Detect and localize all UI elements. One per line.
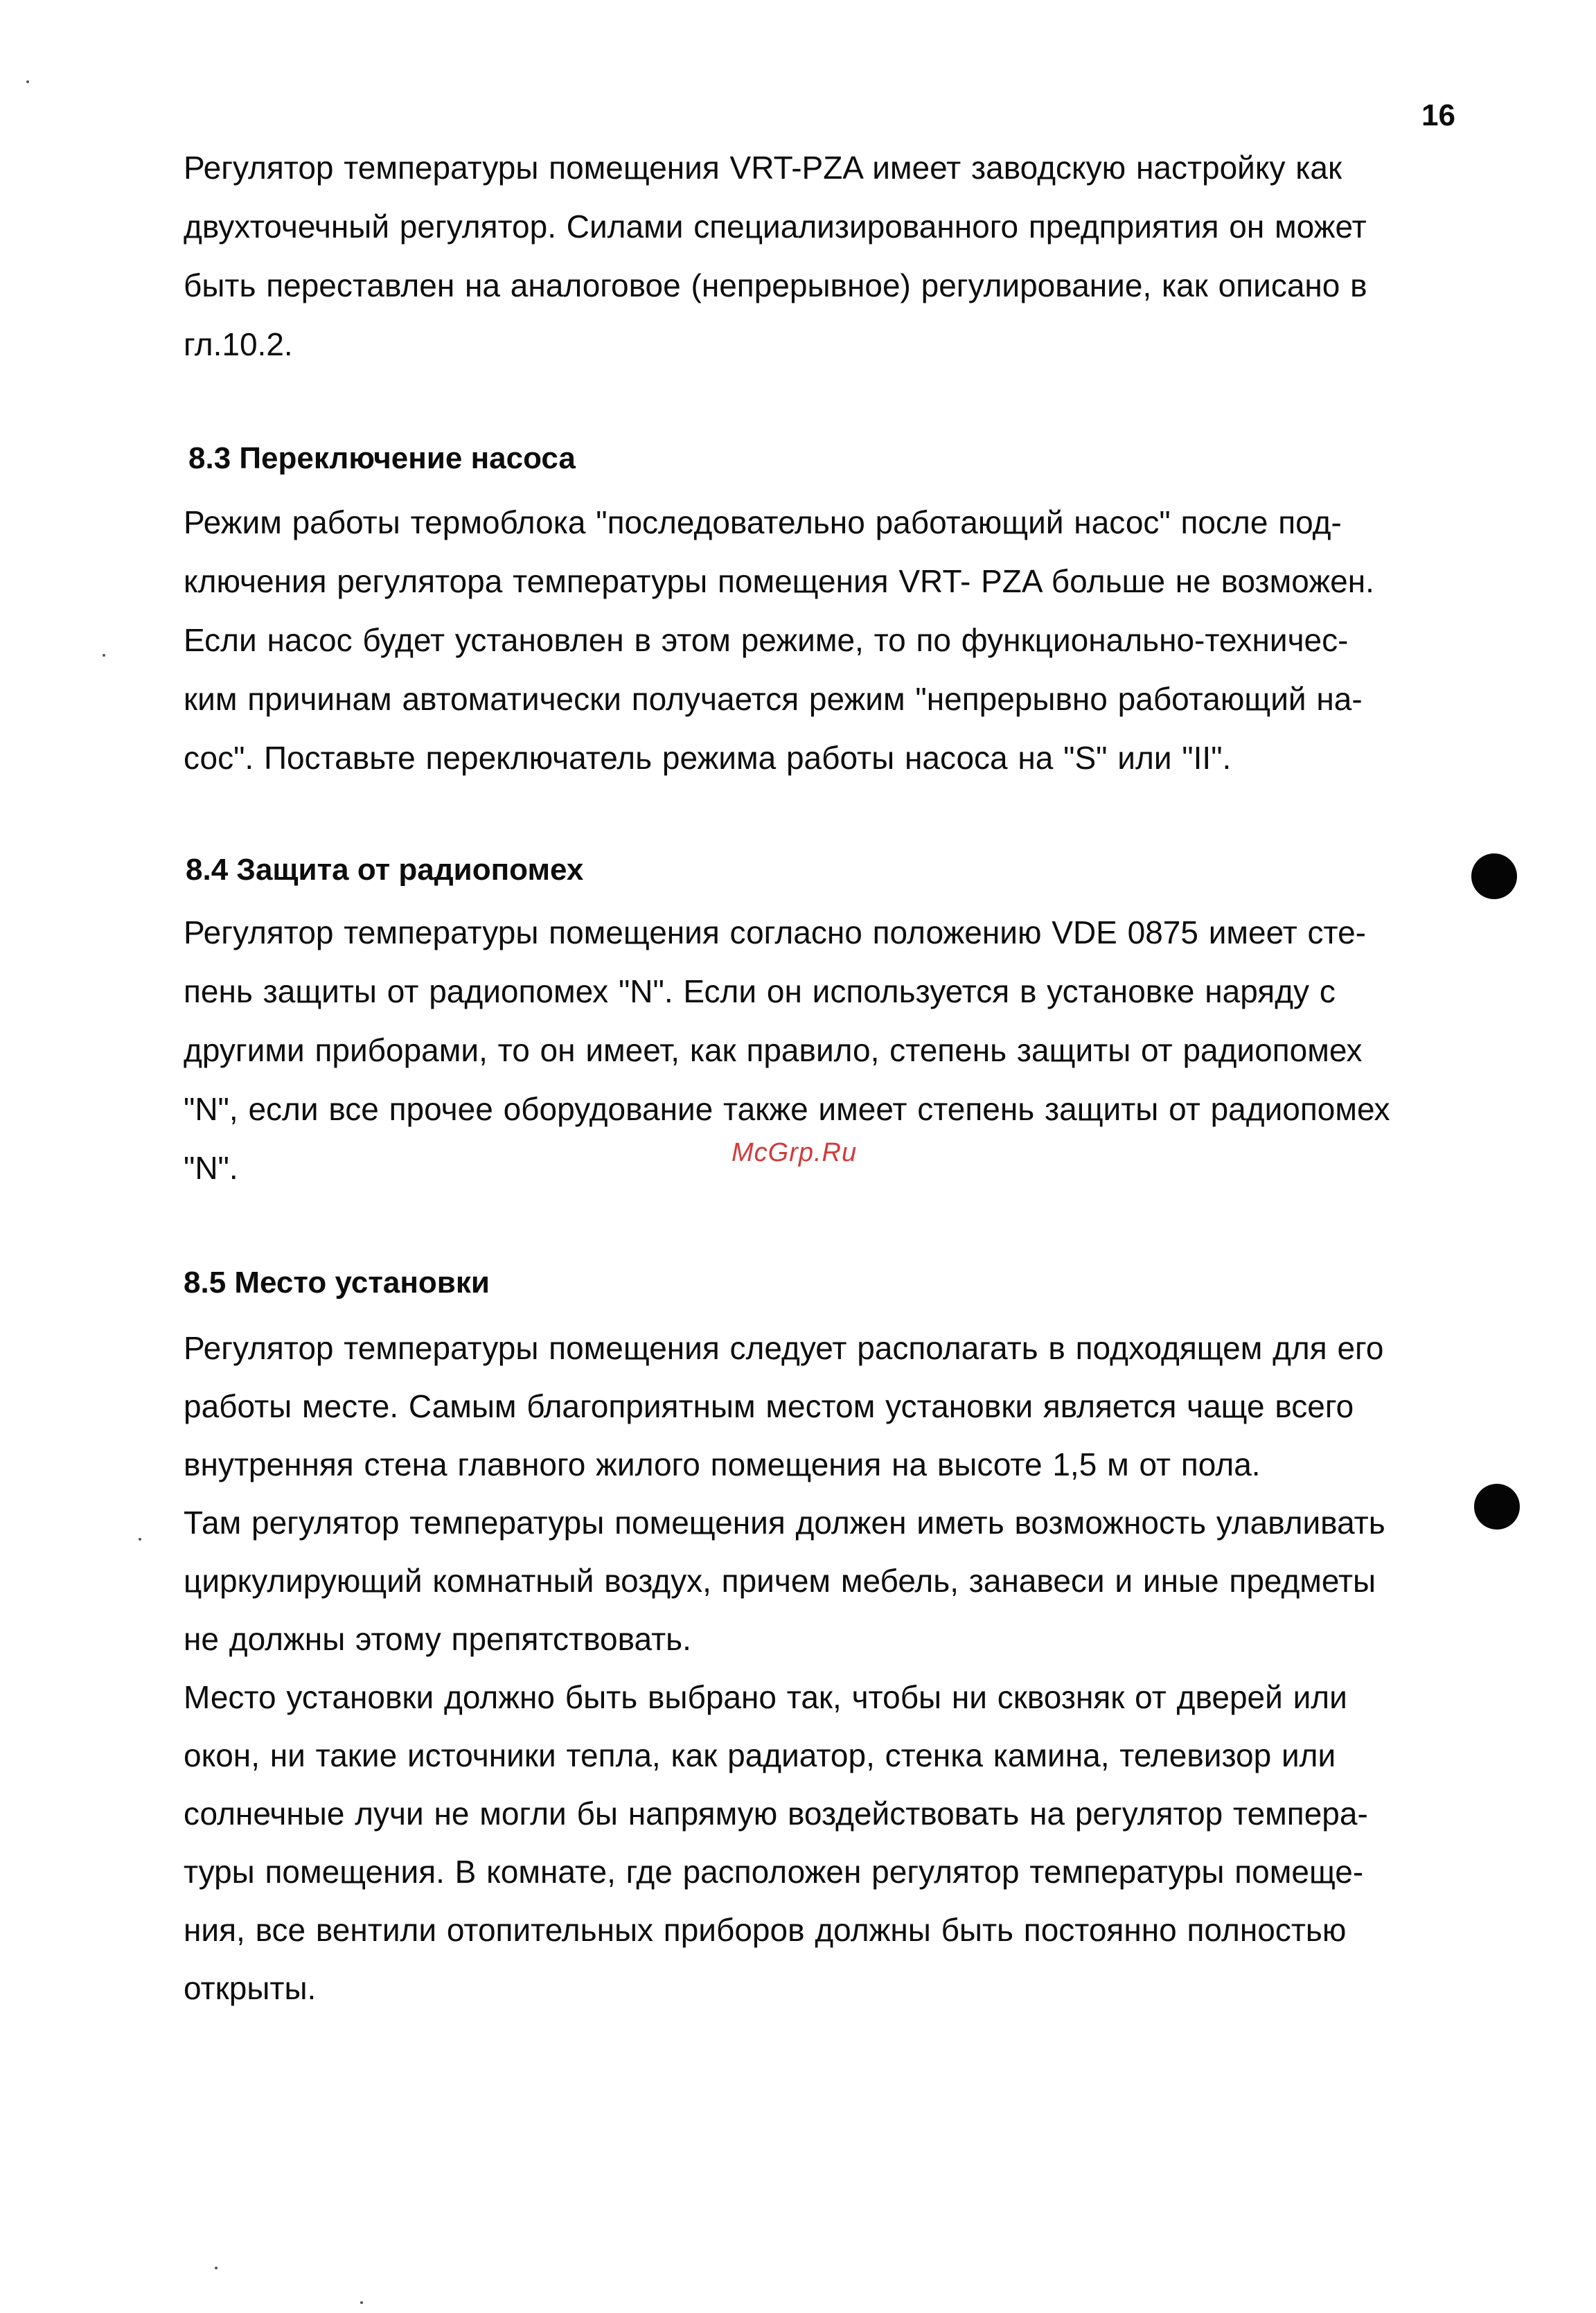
text-line: открыты.: [184, 1970, 317, 2006]
text-line: ключения регулятора температуры помещения VRT- PZA больше не возможен.: [184, 563, 1374, 599]
text-line: ким причинам автоматически получается режим "непрерывно работающий на-: [184, 681, 1363, 717]
text-line: Режим работы термоблока "последовательно работающий насос" после под-: [184, 504, 1342, 540]
scan-speck: [360, 2301, 363, 2304]
text-line: не должны этому препятствовать.: [184, 1621, 691, 1657]
text-line: внутренняя стена главного жилого помещения на высоте 1,5 м от пола.: [184, 1446, 1261, 1482]
text-line: быть переставлен на аналоговое (непрерывное) регулирование, как описано в: [184, 267, 1367, 303]
text-line: окон, ни такие источники тепла, как радиатор, стенка камина, телевизор или: [184, 1737, 1336, 1773]
text-line: Регулятор температуры помещения согласно положению VDE 0875 имеет сте-: [184, 914, 1366, 950]
section-8-5-body: [184, 1319, 1465, 2017]
text-line: Место установки должно быть выбрано так, чтобы ни сквозняк от дверей или: [184, 1679, 1347, 1715]
section-8-3-body: [184, 493, 1465, 788]
section-8-5-paragraph-2: [184, 1494, 1465, 1668]
text-line: "N".: [184, 1150, 238, 1186]
section-8-3-heading: 8.3 Переключение насоса: [188, 441, 576, 475]
watermark: McGrp.Ru: [732, 1138, 858, 1167]
text-line: Регулятор температуры помещения следует располагать в подходящем для его: [184, 1330, 1384, 1366]
text-line: "N", если все прочее оборудование также имеет степень защиты от радиопомех: [184, 1091, 1390, 1127]
text-line: работы месте. Самым благоприятным местом установки является чаще всего: [184, 1388, 1354, 1424]
page-number: 16: [1421, 98, 1455, 132]
text-line: гл.10.2.: [184, 326, 293, 362]
scan-speck: [103, 654, 105, 657]
intro-text: [184, 139, 1465, 374]
scan-speck: [26, 80, 29, 83]
text-line: Если насос будет установлен в этом режиме, то по функционально-техничес-: [184, 622, 1349, 658]
intro-paragraph: [184, 139, 1465, 374]
section-8-5-heading: 8.5 Место установки: [184, 1266, 490, 1300]
text-line: циркулирующий комнатный воздух, причем мебель, занавеси и иные предметы: [184, 1563, 1376, 1599]
margin-marker-dot: [1471, 853, 1517, 899]
text-line: пень защиты от радиопомех "N". Если он используется в установке наряду с: [184, 973, 1336, 1009]
section-8-5-paragraph-3: [184, 1668, 1465, 2017]
scan-speck: [215, 2267, 218, 2269]
text-line: сос". Поставьте переключатель режима работы насоса на "S" или "II".: [184, 740, 1232, 776]
text-line: другими приборами, то он имеет, как правило, степень защиты от радиопомех: [184, 1032, 1363, 1068]
text-line: Регулятор температуры помещения VRT-PZA имеет заводскую настройку как: [184, 150, 1342, 186]
text-line: Там регулятор температуры помещения должен иметь возможность улавливать: [184, 1505, 1385, 1541]
section-8-3-text: [184, 493, 1465, 788]
text-line: ния, все вентили отопительных приборов должны быть постоянно полностью: [184, 1912, 1347, 1948]
margin-marker-dot: [1474, 1484, 1520, 1530]
text-line: туры помещения. В комнате, где расположен регулятор температуры помеще-: [184, 1854, 1364, 1890]
scan-speck: [139, 1538, 141, 1541]
text-line: солнечные лучи не могли бы напрямую воздействовать на регулятор темпера-: [184, 1796, 1368, 1832]
text-line: двухточечный регулятор. Силами специализированного предприятия он может: [184, 209, 1367, 245]
section-8-4-heading: 8.4 Защита от радиопомех: [186, 853, 584, 887]
section-8-5-paragraph-1: [184, 1319, 1465, 1494]
